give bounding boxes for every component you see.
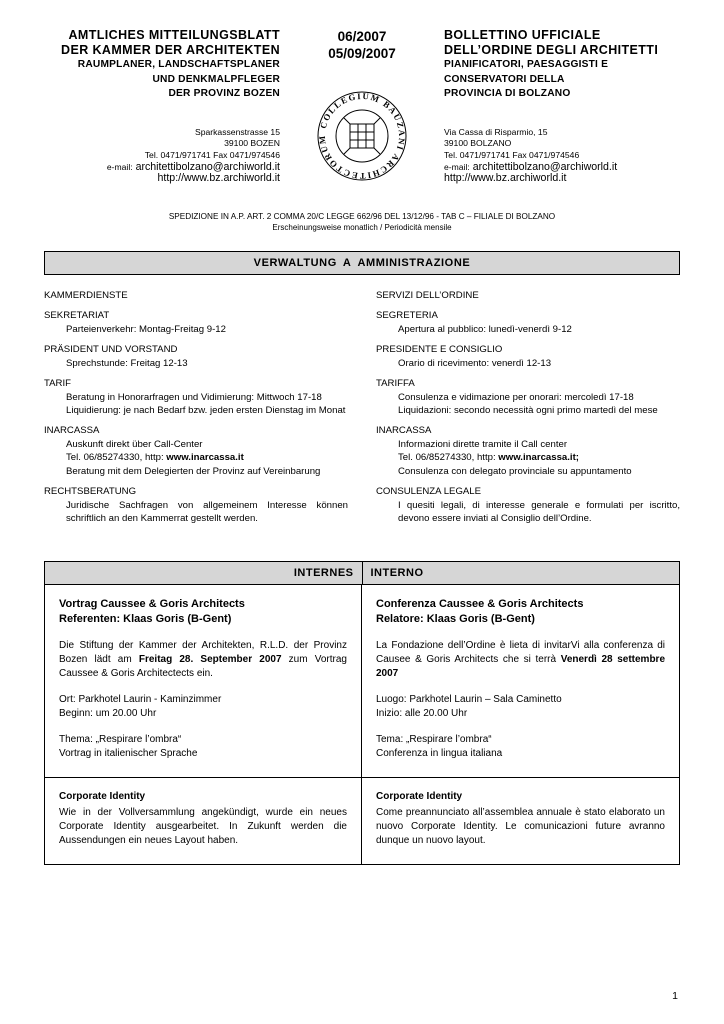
admin-it-10 bbox=[376, 451, 680, 464]
event-venue-it bbox=[376, 693, 665, 721]
masthead-sub-it-line2: CONSERVATORI DELLA bbox=[444, 73, 565, 85]
admin-de-0: KAMMERDIENSTE bbox=[44, 289, 128, 301]
address-it-email-label: e-mail: bbox=[444, 161, 470, 172]
admin-de-8: INARCASSA bbox=[44, 425, 100, 437]
administration-column-de bbox=[44, 289, 362, 526]
admin-de-12: RECHTSBERATUNG bbox=[44, 486, 137, 498]
svg-text:COLLEGIUM BAUZANI ARCHITECTO: COLLEGIUM BAUZANI ARCHITECTORUM bbox=[316, 90, 408, 182]
section-banner-label-it: AMMINISTRAZIONE bbox=[357, 256, 471, 269]
internal-corporate-row bbox=[45, 777, 679, 864]
admin-it-12: CONSULENZA LEGALE bbox=[376, 486, 482, 498]
corporate-title-it: Corporate Identity bbox=[376, 791, 463, 803]
masthead-title-it-line1: BOLLETTINO UFFICIALE bbox=[444, 28, 601, 42]
event-venue-it-line1: Luogo: Parkhotel Laurin – Sala Caminetto bbox=[376, 694, 562, 706]
admin-it-4: Orario di ricevimento: venerdì 12-13 bbox=[398, 357, 552, 369]
event-venue-it-line2: Inizio: alle 20.00 Uhr bbox=[376, 708, 468, 720]
event-topic-de-line1: Thema: „Respirare l’ombra“ bbox=[59, 734, 182, 746]
event-topic-it bbox=[376, 733, 665, 761]
event-title-it-line2: Relatore: Klaas Goris (B-Gent) bbox=[376, 613, 535, 626]
event-topic-de-line2: Vortrag in italienischer Sprache bbox=[59, 748, 198, 760]
internal-header-label-it: INTERNO bbox=[370, 567, 424, 580]
admin-it-1: SEGRETERIA bbox=[376, 310, 438, 322]
admin-de-10-pre: Tel. 06/85274330, http: bbox=[66, 452, 167, 464]
masthead-sub-de-line2: UND DENKMALPFLEGER bbox=[152, 73, 280, 85]
address-de-phone: Tel. 0471/971741 Fax 0471/974546 bbox=[144, 149, 280, 160]
event-venue-de bbox=[59, 693, 347, 721]
masthead-italian-block bbox=[438, 28, 680, 185]
admin-de-13: Juridische Sachfragen von allgemeinem Interesse können schriftlich an den Kammerrat gestellt werden. bbox=[66, 499, 348, 524]
event-topic-it-line2: Conferenza in lingua italiana bbox=[376, 748, 503, 760]
address-de bbox=[44, 127, 280, 185]
masthead-title-de-line2: DER KAMMER DER ARCHITEKTEN bbox=[61, 42, 280, 57]
administration-column-it bbox=[362, 289, 680, 526]
corporate-text-de: Wie in der Vollversammlung angekündigt, wurde ein neues Corporate Identity ausgearbeitet. In Zukunft werden die Aussendungen ein neues Layout haben. bbox=[59, 807, 347, 847]
admin-de-10-link[interactable]: www.inarcassa.it bbox=[166, 452, 244, 464]
event-title-it-line1: Conferenza Caussee & Goris Architects bbox=[376, 598, 584, 611]
admin-it-6: Consulenza e vidimazione per onorari: mercoledì 17-18 bbox=[398, 391, 634, 403]
admin-it-0: SERVIZI DELL’ORDINE bbox=[376, 289, 479, 301]
spedizione-note bbox=[44, 211, 680, 233]
internal-event-row bbox=[45, 585, 679, 777]
admin-de-6: Beratung in Honorarfragen und Vidimierung: Mittwoch 17-18 bbox=[66, 391, 322, 403]
internal-section-box bbox=[44, 561, 680, 865]
address-de-web[interactable]: http://www.bz.archiworld.it bbox=[157, 172, 280, 185]
admin-de-3: PRÄSIDENT UND VORSTAND bbox=[44, 344, 178, 356]
admin-de-10 bbox=[44, 451, 348, 464]
event-topic-de bbox=[59, 733, 347, 761]
chamber-logo-icon bbox=[314, 88, 410, 184]
admin-it-5: TARIFFA bbox=[376, 378, 415, 390]
event-intro-it-pre: La Fondazione dell’Ordine è lieta di invitarVi alla conferenza di Causee & Goris Architects che si terrà bbox=[376, 640, 665, 666]
admin-de-5: TARIF bbox=[44, 378, 72, 390]
issue-date: 05/09/2007 bbox=[328, 46, 396, 61]
address-de-city: 39100 BOZEN bbox=[224, 138, 280, 149]
section-banner-separator: A bbox=[342, 256, 352, 269]
internal-section-header bbox=[45, 562, 679, 585]
admin-it-8: INARCASSA bbox=[376, 425, 432, 437]
address-it-email[interactable]: architettibolzano@archiworld.it bbox=[472, 160, 618, 173]
masthead bbox=[44, 28, 680, 185]
address-it-city: 39100 BOLZANO bbox=[444, 138, 512, 149]
spedizione-line2: Erscheinungsweise monatlich / Periodicità mensile bbox=[272, 222, 452, 232]
event-title-de-line2: Referenten: Klaas Goris (B-Gent) bbox=[59, 613, 232, 626]
event-intro-de bbox=[59, 639, 347, 681]
admin-de-11: Beratung mit dem Delegierten der Provinz auf Vereinbarung bbox=[66, 465, 321, 477]
chamber-logo bbox=[314, 88, 410, 184]
admin-it-7: Liquidazioni: secondo necessità ogni primo martedì del mese bbox=[398, 404, 658, 416]
corporate-cell-de bbox=[45, 778, 362, 864]
event-venue-de-line2: Beginn: um 20.00 Uhr bbox=[59, 708, 157, 720]
admin-it-13: I quesiti legali, di interesse generale e formulati per iscritto, devono essere inviati al Consiglio dell’Ordine. bbox=[398, 499, 680, 524]
admin-de-2: Parteienverkehr: Montag-Freitag 9-12 bbox=[66, 323, 226, 335]
event-title-de-line1: Vortrag Caussee & Goris Architects bbox=[59, 598, 245, 611]
address-de-email[interactable]: architettibolzano@archiworld.it bbox=[135, 160, 280, 173]
admin-de-4: Sprechstunde: Freitag 12-13 bbox=[66, 357, 188, 369]
address-de-email-label: e-mail: bbox=[106, 161, 133, 172]
event-topic-it-line1: Tema: „Respirare l’ombra“ bbox=[376, 734, 492, 746]
issue-number: 06/2007 bbox=[337, 29, 387, 44]
admin-it-11: Consulenza con delegato provinciale su appuntamento bbox=[398, 465, 632, 477]
admin-it-10-link[interactable]: www.inarcassa.it; bbox=[498, 452, 579, 464]
masthead-sub-it-line1: PIANIFICATORI, PAESAGGISTI E bbox=[444, 59, 609, 70]
internal-event-cell-de bbox=[45, 585, 362, 777]
masthead-sub-it-line3: PROVINCIA DI BOLZANO bbox=[444, 88, 571, 100]
masthead-sub-de-line3: DER PROVINZ BOZEN bbox=[168, 88, 280, 100]
masthead-title-it-line2: DELL’ORDINE DEGLI ARCHITETTI bbox=[444, 42, 659, 57]
internal-event-cell-it bbox=[362, 585, 679, 777]
masthead-german-block bbox=[44, 28, 286, 185]
event-intro-de-pre: Die Stiftung der Kammer der Architekten, R.L.D. der Provinz Bozen lädt am bbox=[59, 640, 347, 666]
admin-it-10-pre: Tel. 06/85274330, http: bbox=[398, 452, 499, 464]
address-it bbox=[444, 127, 680, 185]
admin-de-1: SEKRETARIAT bbox=[44, 310, 110, 322]
admin-it-3: PRESIDENTE E CONSIGLIO bbox=[376, 344, 503, 356]
section-banner-administration bbox=[44, 251, 680, 275]
event-date-it: Venerdì 28 settembre 2007 bbox=[376, 654, 666, 680]
event-venue-de-line1: Ort: Parkhotel Laurin - Kaminzimmer bbox=[59, 694, 222, 706]
page-number: 1 bbox=[672, 990, 678, 1002]
address-it-web[interactable]: http://www.bz.archiworld.it bbox=[444, 172, 567, 185]
internal-header-label-de: INTERNES bbox=[293, 567, 354, 580]
masthead-center-block bbox=[306, 28, 418, 182]
spedizione-line1: SPEDIZIONE IN A.P. ART. 2 COMMA 20/C LEGGE 662/96 DEL 13/12/96 - TAB C – FILIALE DI BOLZANO bbox=[168, 211, 556, 221]
section-banner-label-de: VERWALTUNG bbox=[253, 256, 337, 269]
event-date-de: Freitag 28. September 2007 bbox=[138, 654, 282, 666]
corporate-text-it: Come preannunciato all’assemblea annuale è stato elaborato un nuovo Corporate Identity. Le comunicazioni future avranno dunque un nuovo layout. bbox=[376, 807, 665, 847]
address-it-street: Via Cassa di Risparmio, 15 bbox=[444, 126, 548, 137]
admin-it-9: Informazioni dirette tramite il Call center bbox=[398, 438, 568, 450]
masthead-sub-de-line1: RAUMPLANER, LANDSCHAFTSPLANER bbox=[77, 59, 280, 70]
admin-de-7: Liquidierung: je nach Bedarf bzw. jeden ersten Dienstag im Monat bbox=[66, 404, 346, 416]
administration-columns bbox=[44, 289, 680, 526]
admin-de-9: Auskunft direkt über Call-Center bbox=[66, 438, 203, 450]
event-intro-de-post: zum Vortrag Caussee & Goris Architectects ein. bbox=[59, 654, 347, 680]
admin-it-2: Apertura al pubblico: lunedì-venerdì 9-12 bbox=[398, 323, 572, 335]
address-de-street: Sparkassenstrasse 15 bbox=[194, 126, 280, 137]
address-it-phone: Tel. 0471/971741 Fax 0471/974546 bbox=[444, 149, 580, 160]
masthead-title-de-line1: AMTLICHES MITTEILUNGSBLATT bbox=[68, 28, 280, 42]
corporate-cell-it bbox=[362, 778, 679, 864]
corporate-title-de: Corporate Identity bbox=[59, 791, 146, 803]
event-intro-it bbox=[376, 639, 665, 681]
